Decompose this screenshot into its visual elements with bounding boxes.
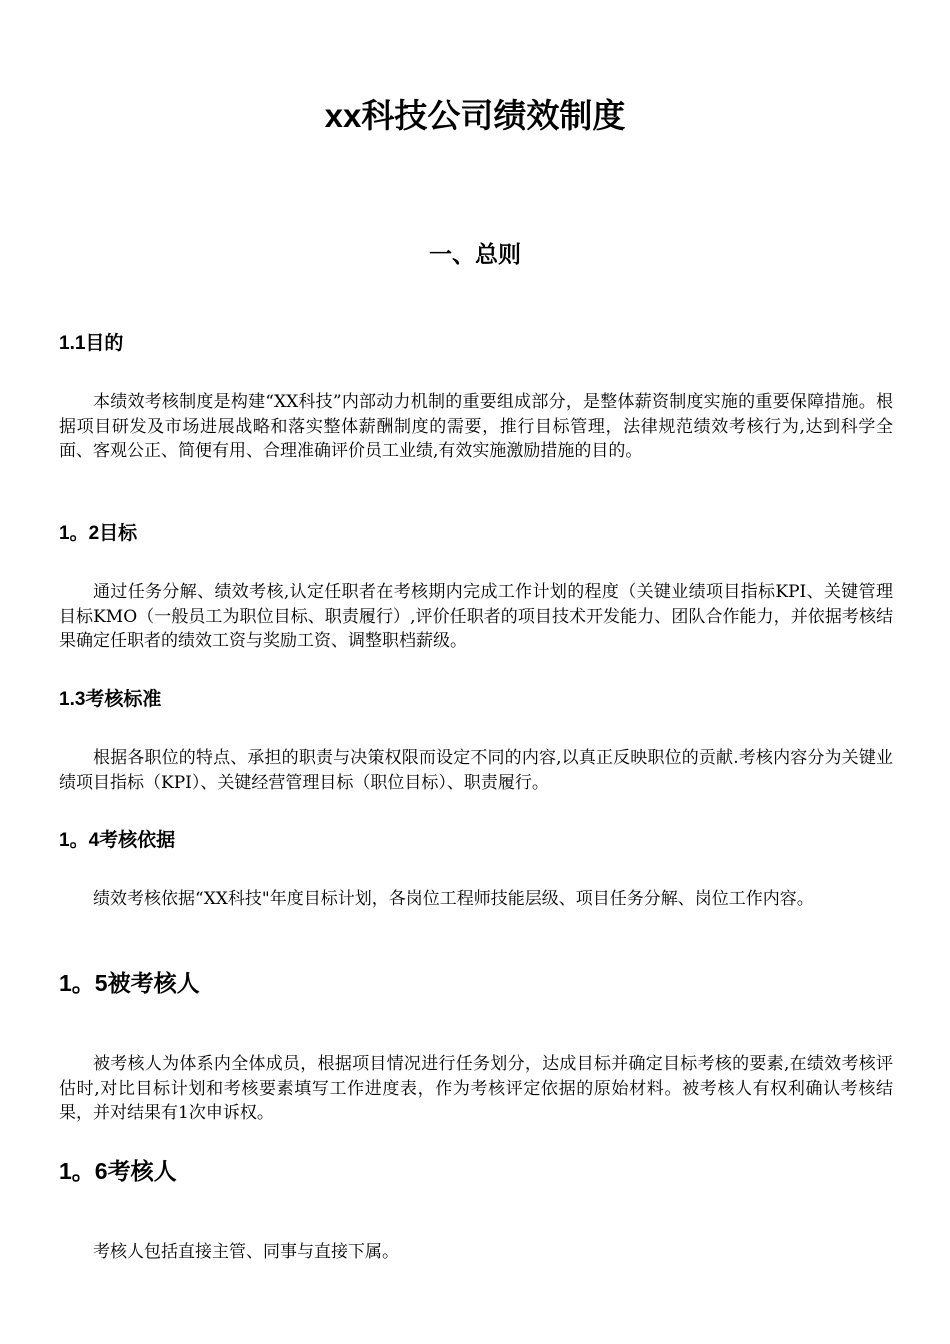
section-body-basis: 绩效考核依据“XX科技"年度目标计划，各岗位工程师技能层级、项目任务分解、岗位工作内容。 [93,889,814,909]
section-body-goal: 通过任务分解、绩效考核,认定任职者在考核期内完成工作计划的程度（关键业绩项目指标KPI、关键管理目标KMO（一般员工为职位目标、职责履行）,评价任职者的项目技术开发能力、团队合作能力，并依据考核结果确定任职者的绩效工资与奖励工资、调整职档薪级。 [59,582,893,651]
section-heading-goal: 1。2目标 [59,523,138,544]
section-heading-assessor: 1。6考核人 [59,1158,177,1184]
section-heading-assessee: 1。5被考核人 [59,970,200,996]
chapter-title: 一、总则 [429,241,521,267]
section-body-assessor: 考核人包括直接主管、同事与直接下属。 [93,1242,399,1262]
section-body-purpose: 本绩效考核制度是构建“XX科技”内部动力机制的重要组成部分，是整体薪资制度实施的重要保障措施。根据项目研发及市场进展战略和落实整体薪酬制度的需要，推行目标管理，法律规范绩效考核行为,达到科学全面、客观公正、简便有用、合理准确评价员工业绩,有效实施激励措施的目的。 [59,392,893,461]
section-heading-basis: 1。4考核依据 [59,830,176,851]
document-title: xx科技公司绩效制度 [324,97,626,134]
section-heading-purpose: 1.1目的 [59,333,124,354]
section-heading-standard: 1.3考核标准 [59,689,162,710]
section-body-standard: 根据各职位的特点、承担的职责与决策权限而设定不同的内容,以真正反映职位的贡献.考核内容分为关键业绩项目指标（KPI）、关键经营管理目标（职位目标）、职责履行。 [59,748,893,793]
section-body-assessee: 被考核人为体系内全体成员，根据项目情况进行任务划分，达成目标并确定目标考核的要素,在绩效考核评估时,对比目标计划和考核要素填写工作进度表，作为考核评定依据的原始材料。被考核人有权利确认考核结果，并对结果有1次申诉权。 [59,1054,893,1123]
